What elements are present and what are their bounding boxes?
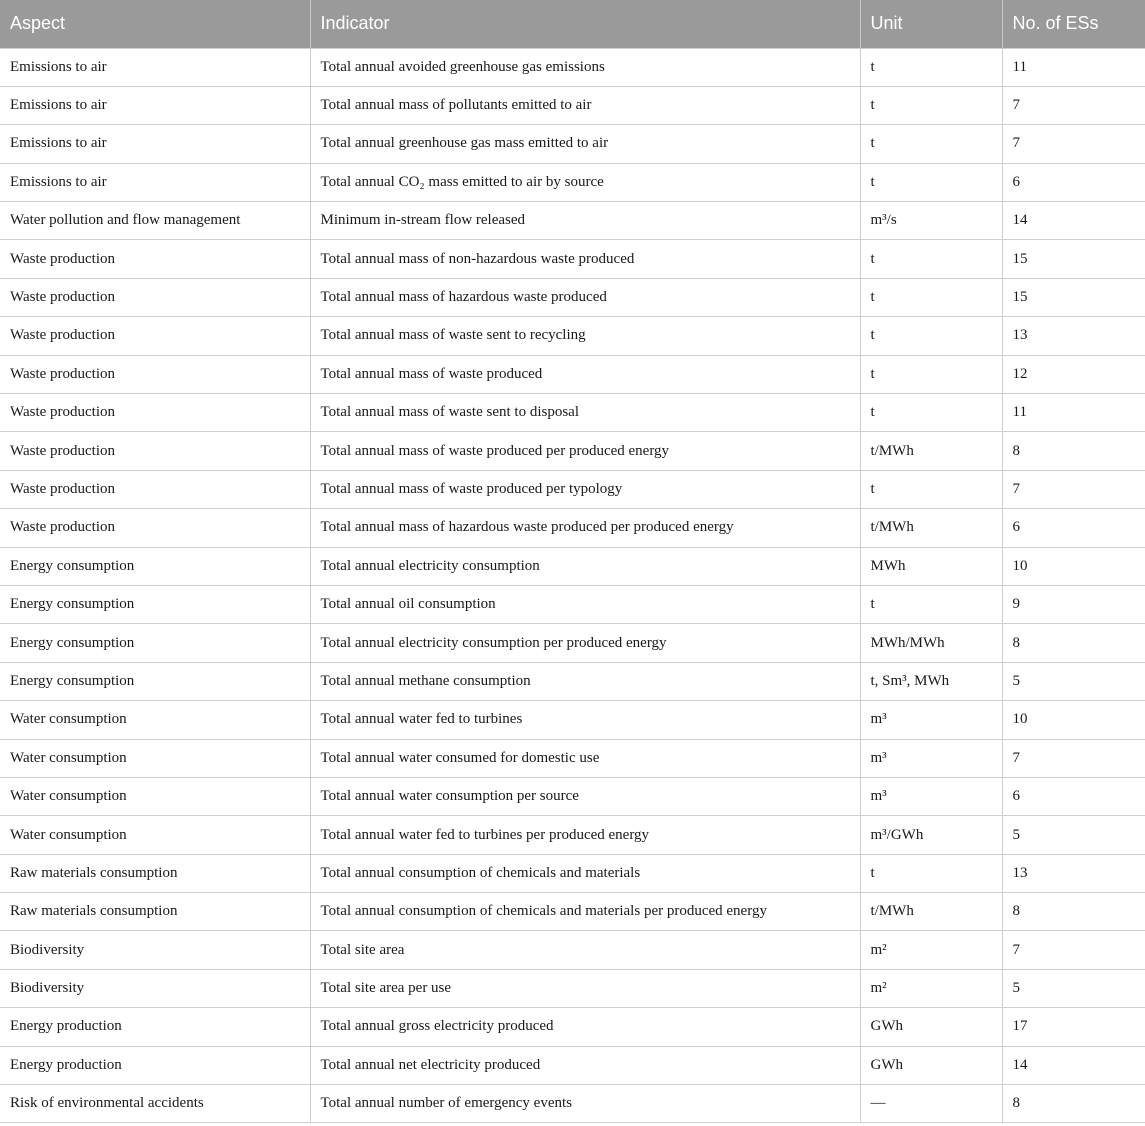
- cell-count: 7: [1002, 125, 1145, 163]
- cell-count: 13: [1002, 854, 1145, 892]
- cell-indicator: Total annual methane consumption: [310, 662, 860, 700]
- cell-indicator: Total annual net electricity produced: [310, 1046, 860, 1084]
- cell-aspect: Risk of environmental accidents: [0, 1085, 310, 1123]
- cell-aspect: Energy consumption: [0, 662, 310, 700]
- cell-unit: t/MWh: [860, 893, 1002, 931]
- table-row: [0, 48, 1145, 86]
- cell-unit: MWh/MWh: [860, 624, 1002, 662]
- table-row: [0, 317, 1145, 355]
- cell-count: 7: [1002, 470, 1145, 508]
- table-row: [0, 355, 1145, 393]
- cell-count: 15: [1002, 240, 1145, 278]
- cell-indicator: Total annual mass of hazardous waste produced per produced energy: [310, 509, 860, 547]
- table-row: [0, 1008, 1145, 1046]
- cell-unit: t: [860, 163, 1002, 201]
- cell-count: 10: [1002, 701, 1145, 739]
- cell-indicator: Total annual avoided greenhouse gas emissions: [310, 48, 860, 86]
- table-row: [0, 432, 1145, 470]
- table-row: [0, 662, 1145, 700]
- cell-aspect: Biodiversity: [0, 969, 310, 1007]
- cell-aspect: Water pollution and flow management: [0, 202, 310, 240]
- cell-aspect: Water consumption: [0, 739, 310, 777]
- cell-indicator: Total annual mass of hazardous waste produced: [310, 278, 860, 316]
- cell-indicator: Total annual water fed to turbines: [310, 701, 860, 739]
- cell-indicator: Total annual greenhouse gas mass emitted to air: [310, 125, 860, 163]
- cell-aspect: Emissions to air: [0, 48, 310, 86]
- cell-aspect: Energy production: [0, 1008, 310, 1046]
- cell-indicator: Total annual water consumption per source: [310, 777, 860, 815]
- cell-unit: t: [860, 317, 1002, 355]
- cell-count: 8: [1002, 432, 1145, 470]
- cell-unit: t: [860, 125, 1002, 163]
- cell-unit: MWh: [860, 547, 1002, 585]
- table-row: [0, 1085, 1145, 1123]
- table-row: [0, 969, 1145, 1007]
- table-row: [0, 163, 1145, 201]
- cell-aspect: Water consumption: [0, 816, 310, 854]
- cell-indicator: Total annual water consumed for domestic use: [310, 739, 860, 777]
- cell-count: 12: [1002, 355, 1145, 393]
- table-row: [0, 240, 1145, 278]
- cell-count: 13: [1002, 317, 1145, 355]
- cell-indicator: Total site area: [310, 931, 860, 969]
- cell-indicator: Total annual water fed to turbines per produced energy: [310, 816, 860, 854]
- cell-count: 8: [1002, 624, 1145, 662]
- cell-count: 7: [1002, 931, 1145, 969]
- table-row: [0, 202, 1145, 240]
- cell-indicator: Total annual consumption of chemicals and materials: [310, 854, 860, 892]
- table-row: [0, 931, 1145, 969]
- cell-count: 14: [1002, 202, 1145, 240]
- table-row: [0, 470, 1145, 508]
- cell-aspect: Energy consumption: [0, 624, 310, 662]
- cell-count: 15: [1002, 278, 1145, 316]
- table-row: [0, 509, 1145, 547]
- cell-count: 5: [1002, 662, 1145, 700]
- table-row: [0, 1046, 1145, 1084]
- cell-aspect: Waste production: [0, 278, 310, 316]
- cell-indicator: Minimum in-stream flow released: [310, 202, 860, 240]
- cell-unit: t/MWh: [860, 509, 1002, 547]
- cell-aspect: Emissions to air: [0, 125, 310, 163]
- table-row: [0, 547, 1145, 585]
- cell-indicator: Total annual oil consumption: [310, 585, 860, 623]
- cell-aspect: Raw materials consumption: [0, 893, 310, 931]
- cell-aspect: Energy consumption: [0, 547, 310, 585]
- cell-count: 6: [1002, 777, 1145, 815]
- table-row: [0, 777, 1145, 815]
- table-body: [0, 48, 1145, 1123]
- cell-aspect: Emissions to air: [0, 163, 310, 201]
- cell-count: 8: [1002, 893, 1145, 931]
- header-aspect: Aspect: [0, 0, 310, 48]
- cell-aspect: Energy production: [0, 1046, 310, 1084]
- table-row: [0, 739, 1145, 777]
- cell-indicator: Total annual mass of waste produced: [310, 355, 860, 393]
- cell-indicator: Total annual mass of non-hazardous waste produced: [310, 240, 860, 278]
- cell-indicator: Total annual CO₂ mass emitted to air by source: [310, 163, 860, 201]
- cell-count: 14: [1002, 1046, 1145, 1084]
- header-unit: Unit: [860, 0, 1002, 48]
- table-row: [0, 585, 1145, 623]
- cell-count: 8: [1002, 1085, 1145, 1123]
- header-count: No. of ESs: [1002, 0, 1145, 48]
- cell-unit: t: [860, 355, 1002, 393]
- table-row: [0, 278, 1145, 316]
- table-row: [0, 624, 1145, 662]
- cell-unit: t, Sm³, MWh: [860, 662, 1002, 700]
- table-row: [0, 893, 1145, 931]
- cell-aspect: Water consumption: [0, 701, 310, 739]
- cell-aspect: Raw materials consumption: [0, 854, 310, 892]
- cell-indicator: Total site area per use: [310, 969, 860, 1007]
- cell-count: 6: [1002, 163, 1145, 201]
- cell-count: 10: [1002, 547, 1145, 585]
- cell-aspect: Water consumption: [0, 777, 310, 815]
- cell-unit: t: [860, 48, 1002, 86]
- cell-unit: t: [860, 394, 1002, 432]
- cell-count: 7: [1002, 739, 1145, 777]
- table-row: [0, 816, 1145, 854]
- cell-aspect: Waste production: [0, 355, 310, 393]
- cell-indicator: Total annual number of emergency events: [310, 1085, 860, 1123]
- cell-aspect: Emissions to air: [0, 86, 310, 124]
- cell-aspect: Waste production: [0, 317, 310, 355]
- cell-aspect: Waste production: [0, 394, 310, 432]
- table-header: [0, 0, 1145, 48]
- cell-unit: m²: [860, 969, 1002, 1007]
- cell-unit: m³: [860, 701, 1002, 739]
- cell-unit: t: [860, 470, 1002, 508]
- cell-count: 5: [1002, 816, 1145, 854]
- cell-aspect: Waste production: [0, 240, 310, 278]
- cell-count: 11: [1002, 394, 1145, 432]
- cell-count: 11: [1002, 48, 1145, 86]
- cell-aspect: Waste production: [0, 432, 310, 470]
- cell-unit: t: [860, 585, 1002, 623]
- table-row: [0, 854, 1145, 892]
- cell-unit: m³: [860, 739, 1002, 777]
- cell-unit: m³/GWh: [860, 816, 1002, 854]
- table-row: [0, 701, 1145, 739]
- cell-indicator: Total annual electricity consumption per produced energy: [310, 624, 860, 662]
- cell-indicator: Total annual consumption of chemicals and materials per produced energy: [310, 893, 860, 931]
- cell-aspect: Waste production: [0, 509, 310, 547]
- cell-aspect: Biodiversity: [0, 931, 310, 969]
- header-row: [0, 0, 1145, 48]
- cell-indicator: Total annual mass of waste produced per produced energy: [310, 432, 860, 470]
- cell-unit: m³/s: [860, 202, 1002, 240]
- table-row: [0, 86, 1145, 124]
- cell-unit: t/MWh: [860, 432, 1002, 470]
- cell-count: 6: [1002, 509, 1145, 547]
- cell-count: 9: [1002, 585, 1145, 623]
- cell-aspect: Waste production: [0, 470, 310, 508]
- cell-aspect: Energy consumption: [0, 585, 310, 623]
- cell-unit: —: [860, 1085, 1002, 1123]
- cell-unit: t: [860, 854, 1002, 892]
- cell-indicator: Total annual mass of waste sent to recycling: [310, 317, 860, 355]
- cell-indicator: Total annual mass of waste produced per typology: [310, 470, 860, 508]
- cell-count: 17: [1002, 1008, 1145, 1046]
- cell-unit: m²: [860, 931, 1002, 969]
- table-row: [0, 125, 1145, 163]
- cell-indicator: Total annual gross electricity produced: [310, 1008, 860, 1046]
- cell-count: 5: [1002, 969, 1145, 1007]
- cell-unit: GWh: [860, 1046, 1002, 1084]
- cell-unit: t: [860, 240, 1002, 278]
- cell-unit: t: [860, 86, 1002, 124]
- header-indicator: Indicator: [310, 0, 860, 48]
- table-row: [0, 394, 1145, 432]
- cell-unit: GWh: [860, 1008, 1002, 1046]
- cell-indicator: Total annual electricity consumption: [310, 547, 860, 585]
- cell-unit: m³: [860, 777, 1002, 815]
- cell-indicator: Total annual mass of pollutants emitted to air: [310, 86, 860, 124]
- cell-indicator: Total annual mass of waste sent to disposal: [310, 394, 860, 432]
- cell-unit: t: [860, 278, 1002, 316]
- cell-count: 7: [1002, 86, 1145, 124]
